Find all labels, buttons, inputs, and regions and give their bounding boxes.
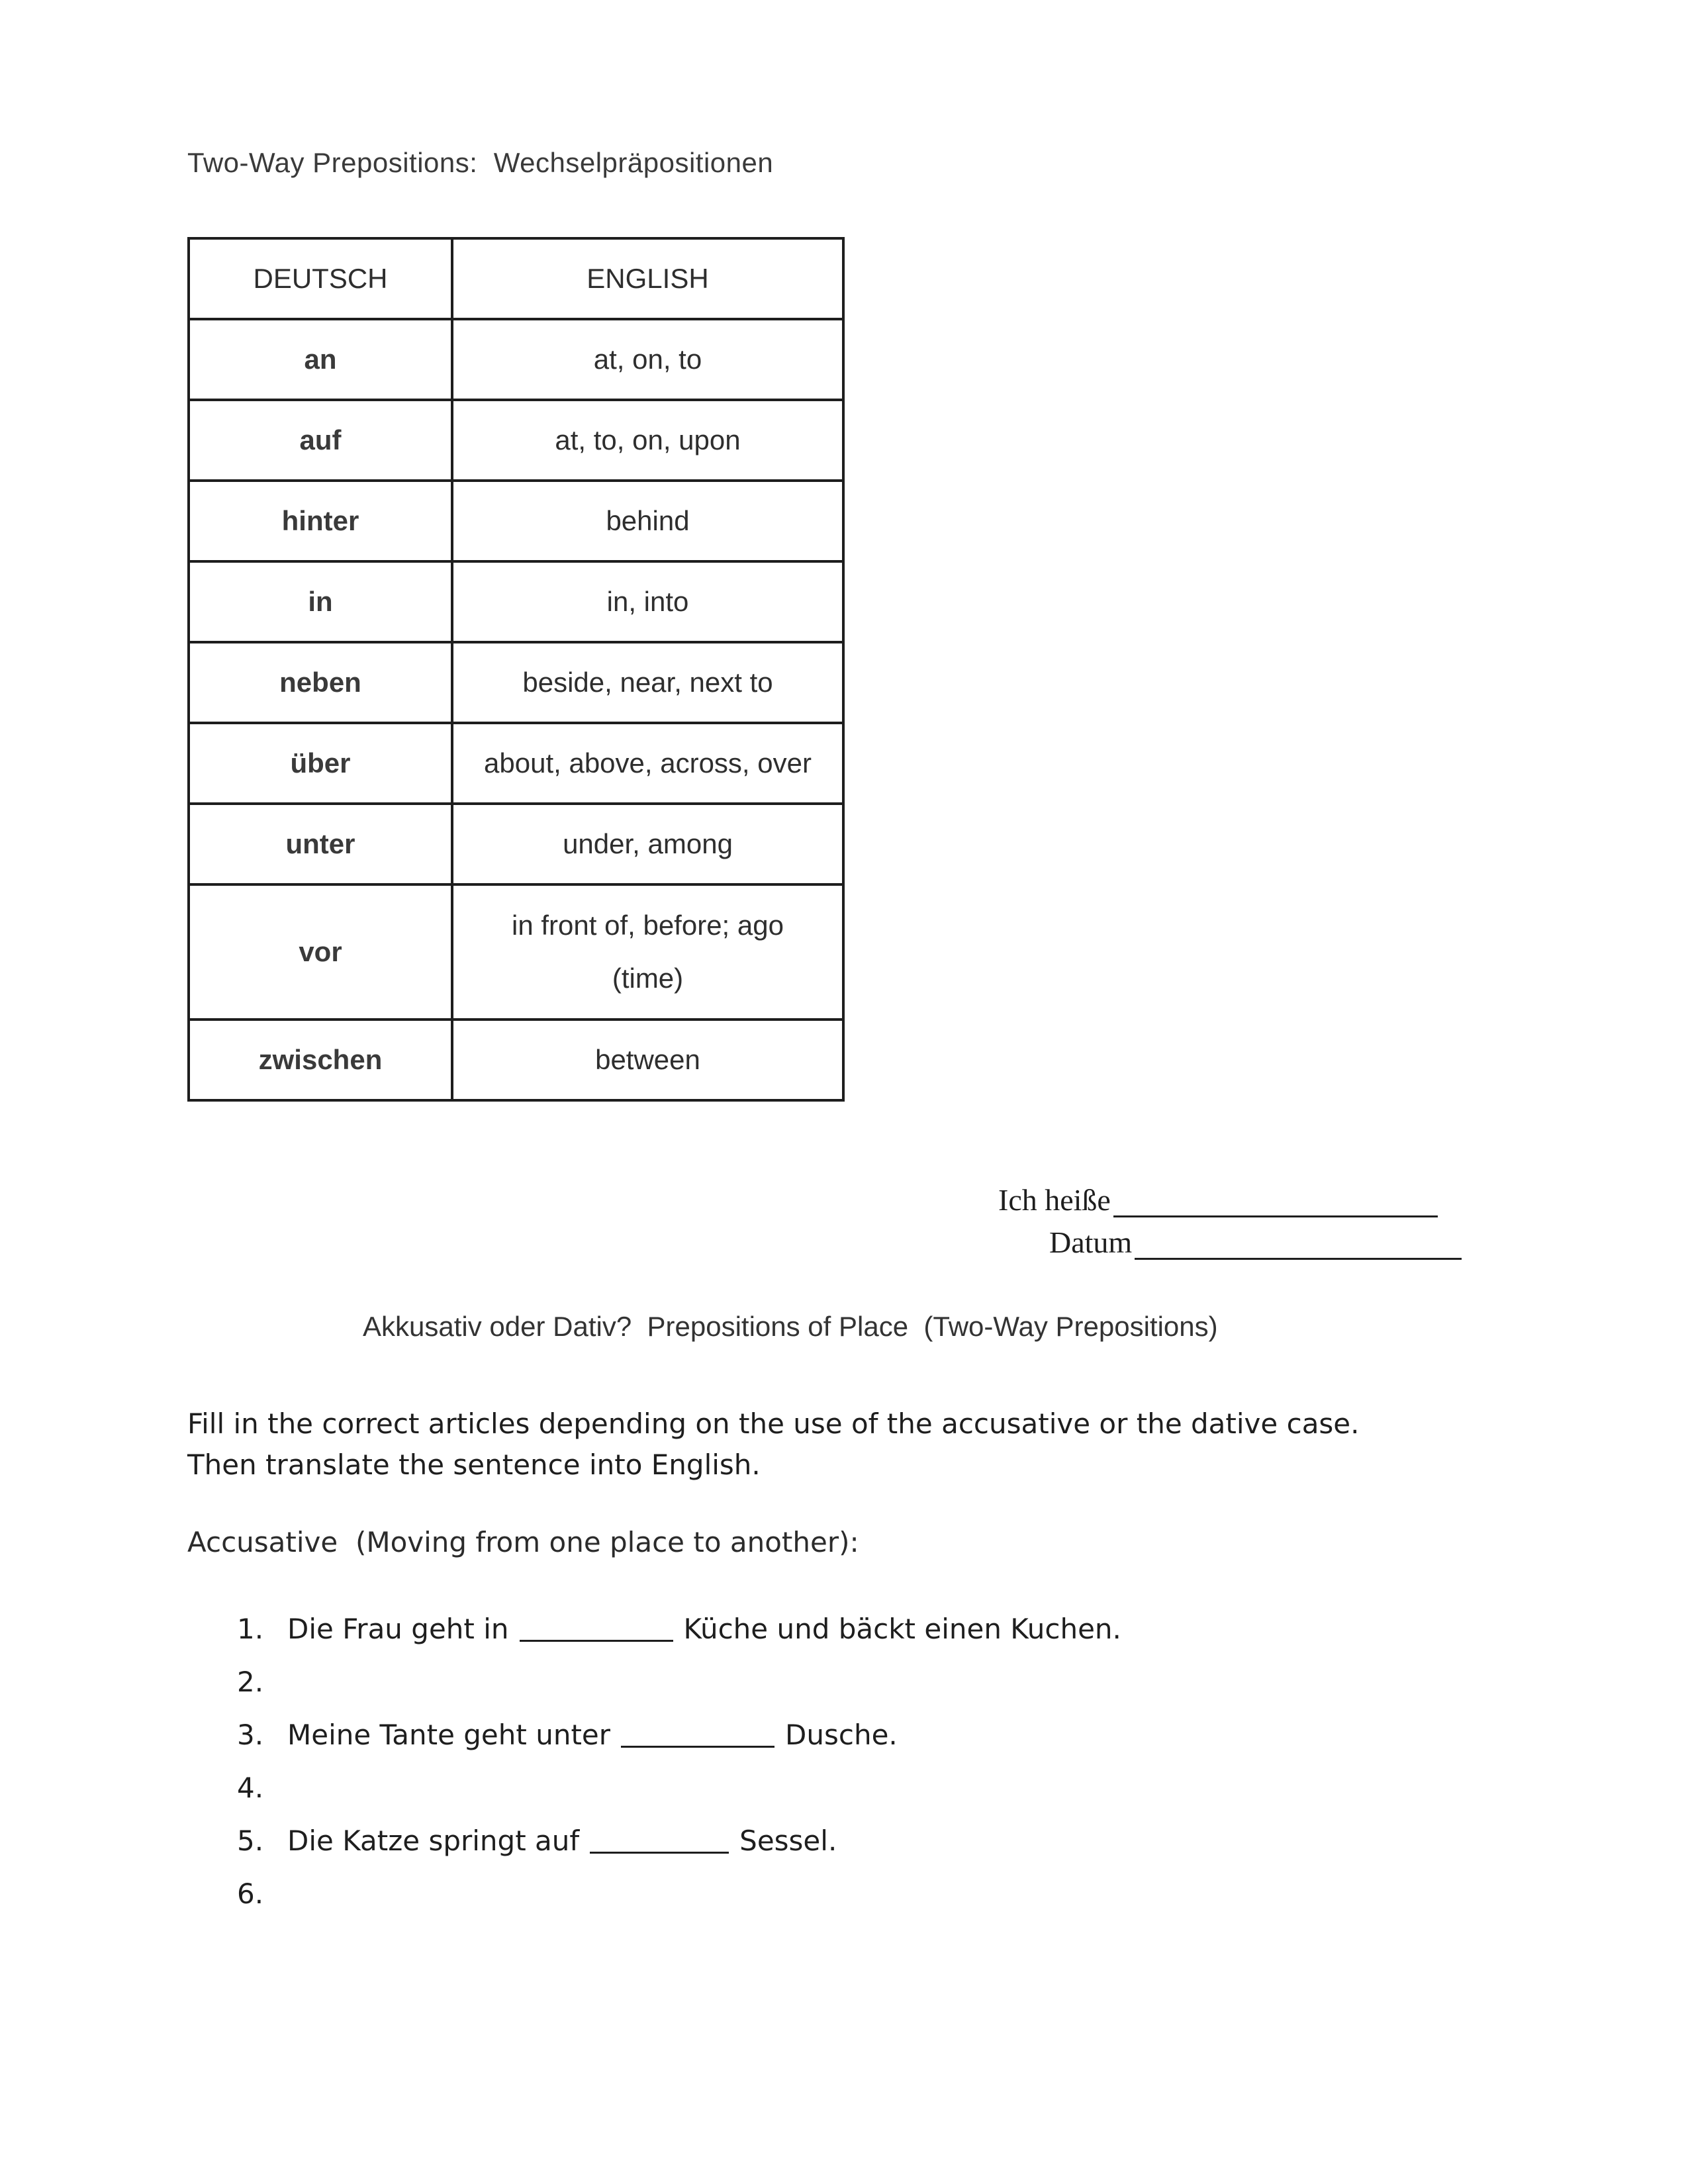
item-text-before: Meine Tante geht unter: [287, 1718, 611, 1751]
english-translation: behind: [452, 481, 843, 561]
table-row: [189, 319, 843, 400]
exercise-list: [237, 1602, 1561, 1920]
item-number: 6.: [237, 1877, 264, 1910]
answer-blank[interactable]: [520, 1616, 673, 1642]
table-row: [189, 804, 843, 884]
table-row: [189, 884, 843, 1020]
german-preposition: an: [189, 319, 452, 400]
german-preposition: unter: [189, 804, 452, 884]
section-heading-accusative: Accusative (Moving from one place to another):: [187, 1526, 859, 1558]
item-number: 1.: [237, 1612, 264, 1645]
item-text-after: Küche und bäckt einen Kuchen.: [683, 1612, 1121, 1645]
table-row: [189, 723, 843, 804]
english-translation: between: [452, 1020, 843, 1100]
german-preposition: hinter: [189, 481, 452, 561]
name-field: [998, 1182, 1438, 1217]
table-row: [189, 400, 843, 481]
german-preposition: neben: [189, 642, 452, 723]
table-header-row: [189, 238, 843, 319]
german-preposition: vor: [189, 884, 452, 1020]
date-label: Datum: [1049, 1225, 1133, 1259]
table-row: [189, 1020, 843, 1100]
list-item: [237, 1867, 1561, 1920]
english-translation: about, above, across, over: [452, 723, 843, 804]
item-number: 4.: [237, 1771, 264, 1804]
english-translation: at, on, to: [452, 319, 843, 400]
header-deutsch: DEUTSCH: [189, 238, 452, 319]
date-blank-line[interactable]: [1135, 1231, 1462, 1260]
item-text-after: Dusche.: [785, 1718, 898, 1751]
german-preposition: zwischen: [189, 1020, 452, 1100]
header-english: ENGLISH: [452, 238, 843, 319]
item-text-before: Die Katze springt auf: [287, 1824, 580, 1857]
worksheet-subtitle: Akkusativ oder Dativ? Prepositions of Place (Two-Way Prepositions): [363, 1311, 1218, 1342]
list-item: [237, 1761, 1561, 1814]
date-field: [1049, 1225, 1462, 1260]
english-translation: beside, near, next to: [452, 642, 843, 723]
name-blank-line[interactable]: [1113, 1189, 1438, 1217]
table-row: [189, 642, 843, 723]
instructions: [187, 1403, 1524, 1486]
list-item: [237, 1708, 1561, 1761]
name-label: Ich heiße: [998, 1183, 1111, 1217]
item-number: 2.: [237, 1665, 264, 1698]
list-item: [237, 1655, 1561, 1708]
german-preposition: in: [189, 561, 452, 642]
item-text-after: Sessel.: [739, 1824, 837, 1857]
item-number: 3.: [237, 1718, 264, 1751]
item-number: 5.: [237, 1824, 264, 1857]
list-item: [237, 1602, 1561, 1655]
item-text-before: Die Frau geht in: [287, 1612, 509, 1645]
english-translation: [452, 884, 843, 1020]
answer-blank[interactable]: [621, 1722, 774, 1748]
english-translation-line-2: (time): [612, 963, 684, 994]
german-preposition: über: [189, 723, 452, 804]
table-row: [189, 561, 843, 642]
german-preposition: auf: [189, 400, 452, 481]
instruction-line-2: Then translate the sentence into English.: [187, 1448, 761, 1481]
instruction-line-1: Fill in the correct articles depending on the use of the accusative or the dative case.: [187, 1407, 1360, 1440]
english-translation: under, among: [452, 804, 843, 884]
english-translation: at, to, on, upon: [452, 400, 843, 481]
list-item: [237, 1814, 1561, 1867]
english-translation: in, into: [452, 561, 843, 642]
prepositions-table: [187, 237, 845, 1102]
table-row: [189, 481, 843, 561]
english-translation-line-1: in front of, before; ago: [512, 910, 784, 941]
page-title: Two-Way Prepositions: Wechselpräpositionen: [187, 147, 774, 178]
bleed-through-1: [1218, 106, 1233, 136]
answer-blank[interactable]: [590, 1828, 729, 1854]
